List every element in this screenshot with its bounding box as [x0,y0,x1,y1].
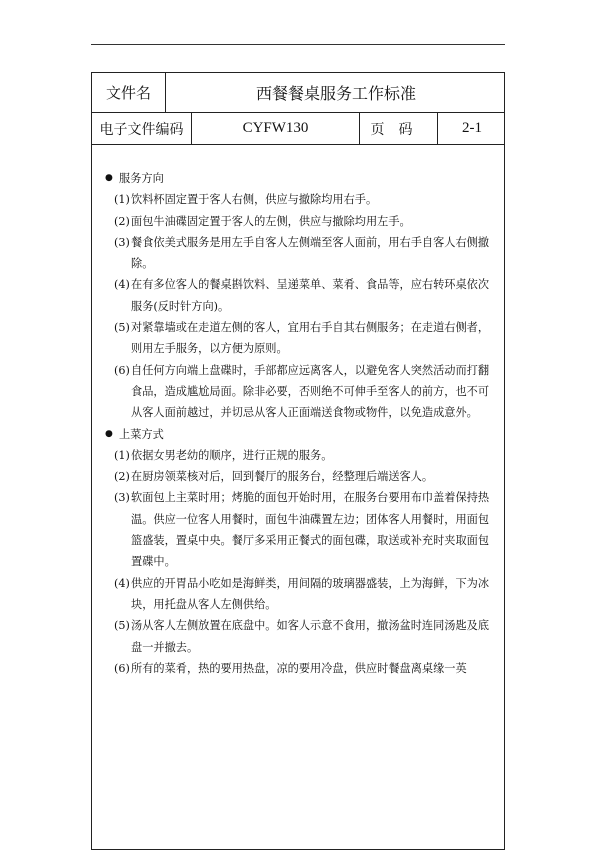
list-item [105,466,493,487]
code-value: CYFW130 [192,113,360,144]
item-number: (2) [114,470,130,484]
item-text: 所有的菜肴，热的要用热盘，凉的要用冷盘，供应时餐盘离桌缘一英 [131,661,467,675]
list-item [105,445,493,466]
section-title-text: 上菜方式 [119,427,164,441]
file-name-label: 文件名 [92,73,166,112]
code-label: 电子文件编码 [92,113,192,144]
item-number: (6) [114,661,130,675]
item-number: (2) [114,214,130,228]
item-text: 对紧靠墙或在走道左侧的客人，宜用右手自其右侧服务；在走道右侧者，则用左手服务，以方便为原则。 [131,321,490,356]
item-number: (5) [114,619,130,633]
list-item [105,487,493,572]
item-text: 在有多位客人的餐桌斟饮料、呈递菜单、菜肴、食品等，应右转环桌依次服务(反时针方向)。 [131,278,490,313]
item-number: (3) [114,235,130,249]
item-number: (5) [114,321,130,335]
header-row-code [92,113,504,145]
list-item [105,274,493,317]
section [105,424,493,680]
section [105,168,493,424]
section-title-text: 服务方向 [119,172,164,185]
page-value: 2-1 [462,120,482,136]
list-item [105,317,493,360]
section-title [105,168,493,189]
item-text: 面包牛油碟固定置于客人的左侧，供应与撤除均用左手。 [131,214,411,228]
list-item [105,360,493,424]
item-text: 供应的开胃品小吃如是海鲜类，用间隔的玻璃器盛装，上为海鲜，下为冰块，用托盘从客人左侧供给。 [131,576,490,611]
item-text: 依据女男老幼的顺序，进行正规的服务。 [131,448,333,462]
page-label: 页码 [360,113,438,144]
section-title [105,424,493,445]
item-number: (1) [114,448,130,462]
item-number: (3) [114,491,130,505]
item-text: 汤从客人左侧放置在底盘中。如客人示意不食用，撤汤盆时连同汤匙及底盘一并撤去。 [131,619,490,654]
item-text: 自任何方向端上盘碟时，手部都应远离客人，以避免客人突然活动而打翻食品，造成尴尬局面。除非必要，否则绝不可伸手至客人的前方，也不可从客人面前越过，并切忌从客人正面端送食物或物件，以免造成意外。 [131,363,490,420]
list-item [105,573,493,616]
top-rule [91,44,505,45]
list-item [105,189,493,210]
item-number: (1) [114,193,130,207]
list-item [105,658,493,679]
list-item [105,211,493,232]
document-body [105,168,493,679]
document-title: 西餐餐桌服务工作标准 [255,84,416,103]
item-text: 饮料杯固定置于客人右侧，供应与撤除均用右手。 [131,193,378,207]
bullet-icon: ● [105,428,113,439]
bullet-icon: ● [105,173,113,183]
item-text: 在厨房领菜核对后，回到餐厅的服务台，经整理后端送客人。 [131,470,434,484]
list-item [105,615,493,658]
header-row-title [92,73,504,113]
item-number: (4) [114,278,130,292]
list-item [105,232,493,275]
item-number: (6) [114,363,130,377]
item-number: (4) [114,576,130,590]
item-text: 软面包上主菜时用；烤脆的面包开始时用，在服务台要用布巾盖着保持热温。供应一位客人用餐时，面包牛油碟置左边；团体客人用餐时，用面包篮盛装，置桌中央。餐厅多采用正餐式的面包碟，取送或补充时夹取面包置碟中。 [131,491,490,569]
item-text: 餐食依美式服务是用左手自客人左侧端至客人面前，用右手自客人右侧撤除。 [131,235,490,271]
